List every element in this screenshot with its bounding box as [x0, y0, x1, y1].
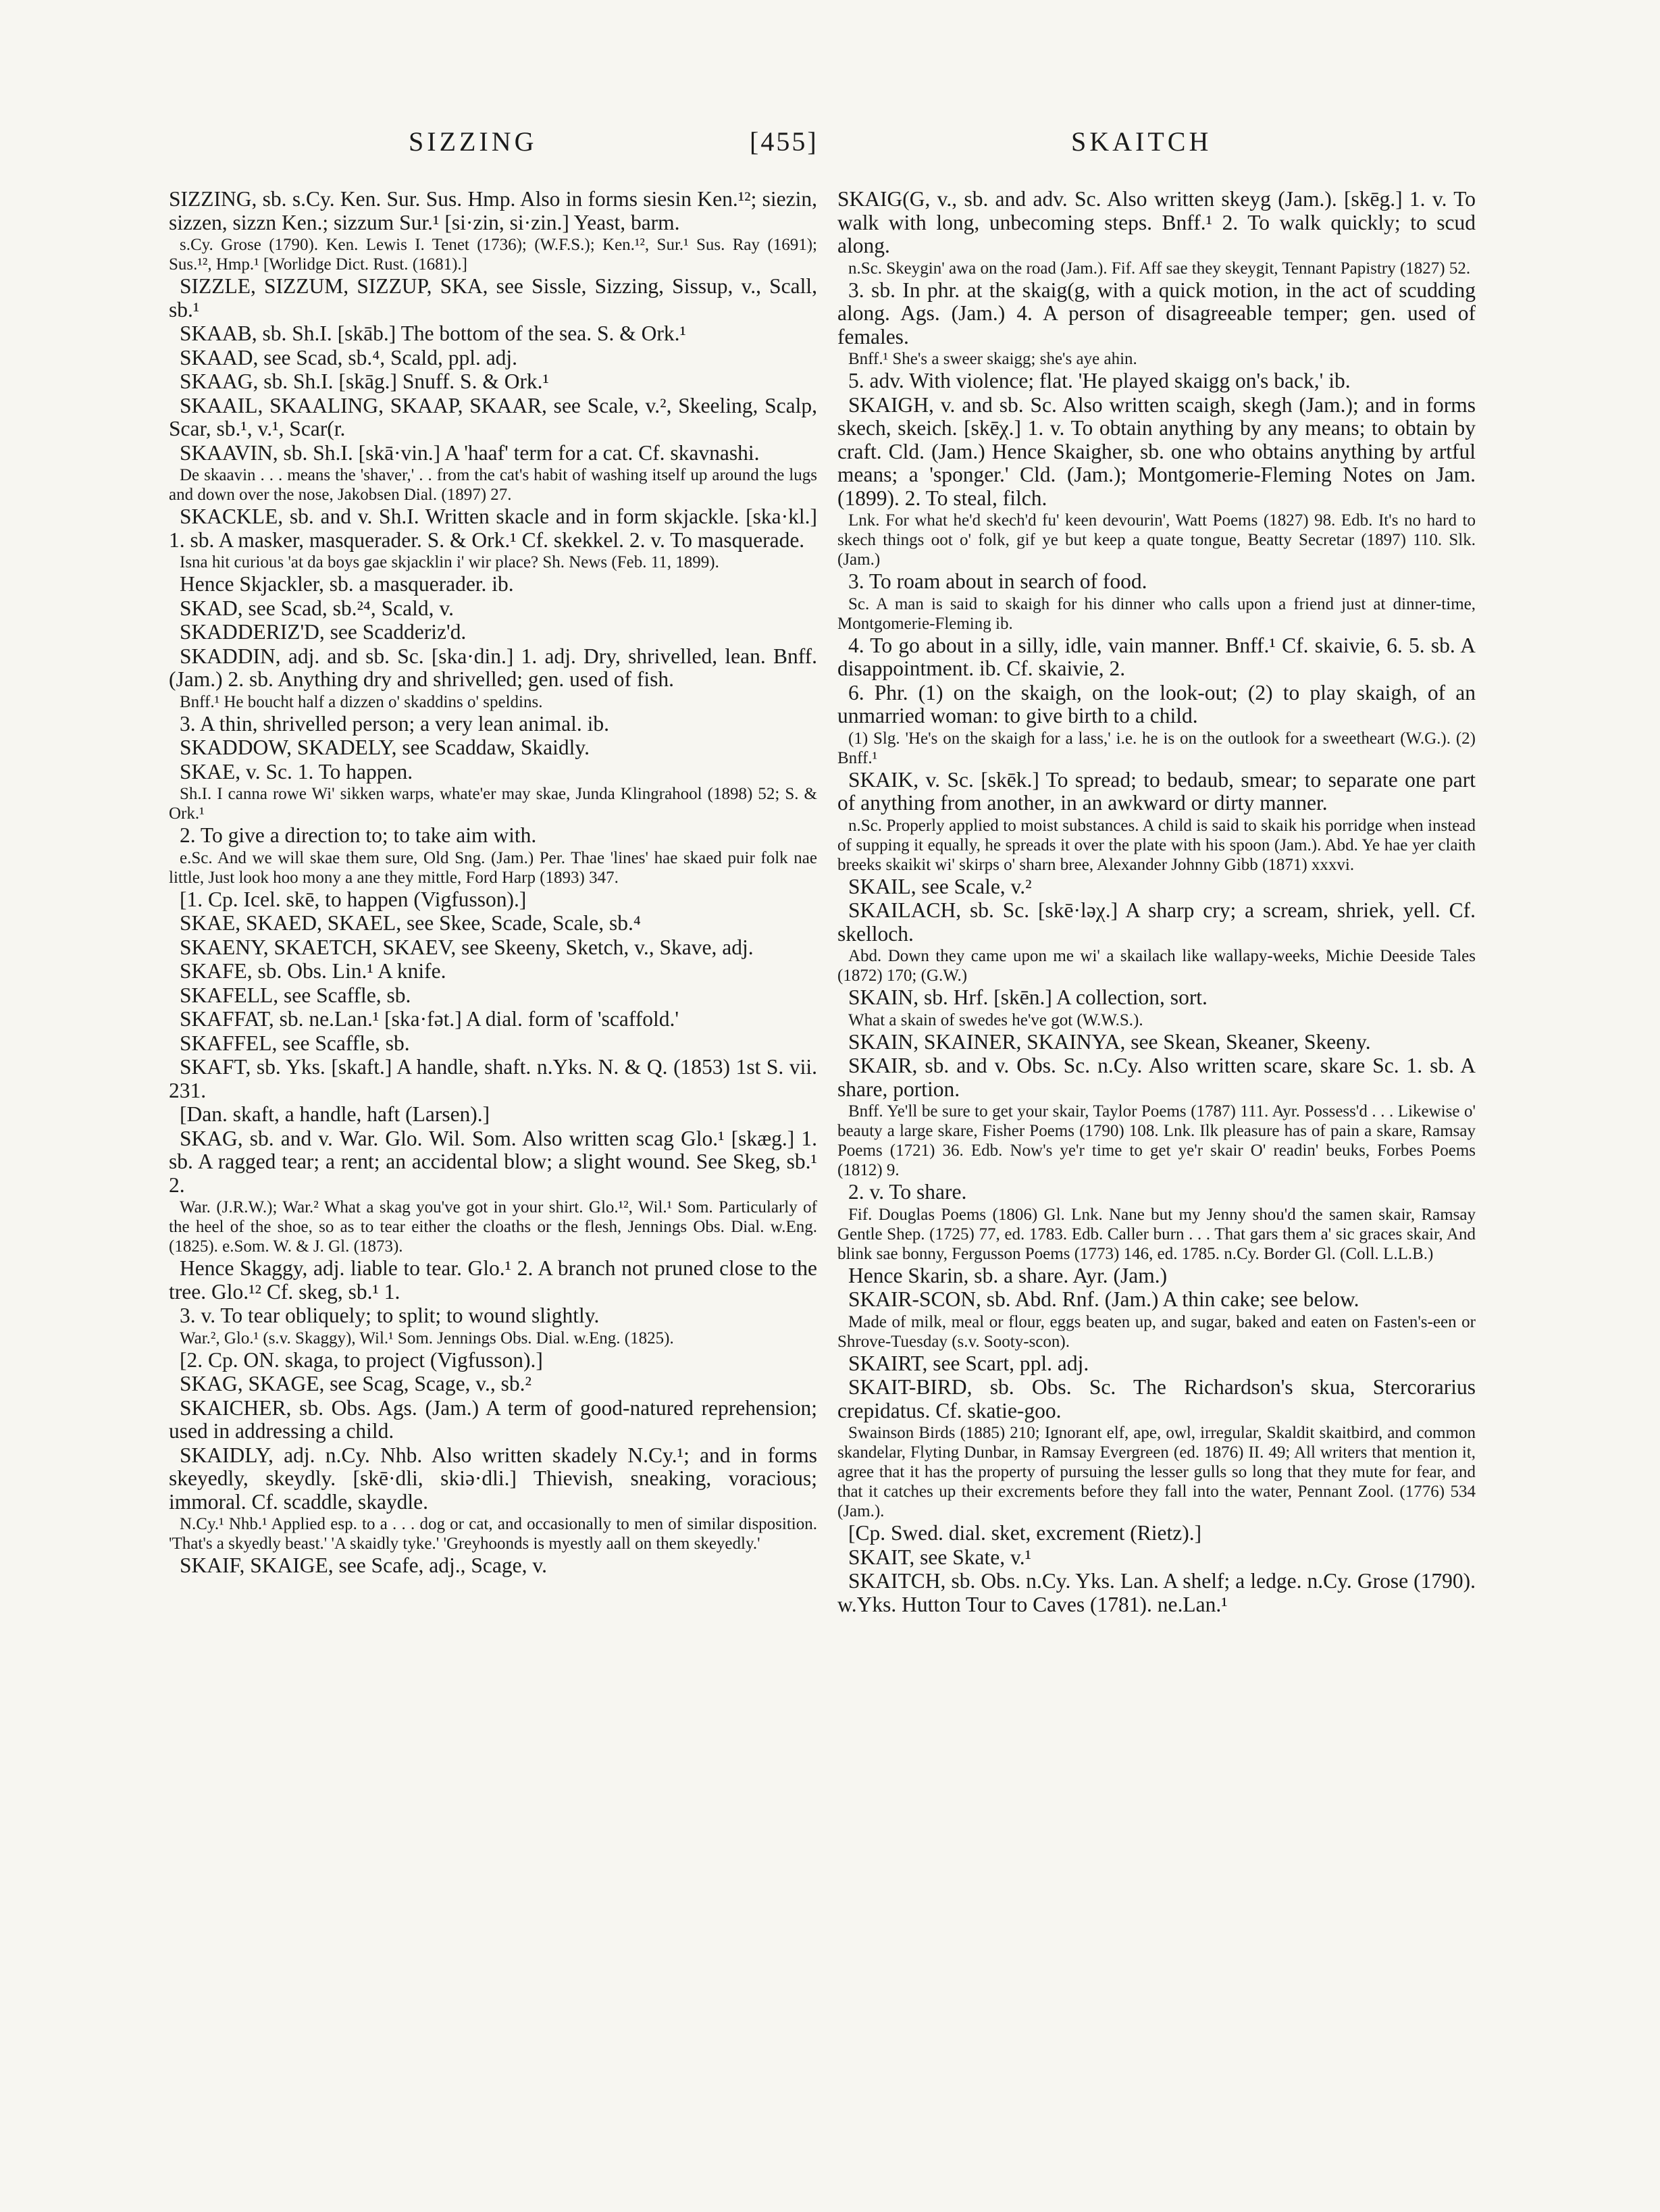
entry-paragraph: Hence Skjackler, sb. a masquerader. ib. — [180, 572, 514, 596]
entry-paragraph: SKAITCH, sb. Obs. n.Cy. Yks. Lan. A shelf; a ledge. n.Cy. Grose (1790). w.Yks. Hutton Tour to Caves (1781). ne.Lan.¹ — [837, 1569, 1476, 1616]
entry-paragraph: SKACKLE, sb. and v. Sh.I. Written skacle and in form skjackle. [ska·kl.] 1. sb. A masker, masquerader. S. & Ork.¹ Cf. skekkel. 2. v. To masquerade. — [169, 505, 817, 552]
citation-paragraph: De skaavin . . . means the 'shaver,' . . from the cat's habit of washing itself up around the lugs and down over the nose, Jakobsen Dial. (1897) 27. — [169, 466, 817, 504]
entry-paragraph: SKADDIN, adj. and sb. Sc. [ska·din.] 1. adj. Dry, shrivelled, lean. Bnff. (Jam.) 2. sb. Anything dry and shrivelled; gen. used of fish. — [169, 644, 817, 691]
entry-paragraph: SKAIL, see Scale, v.² — [848, 874, 1032, 898]
citation-paragraph: s.Cy. Grose (1790). Ken. Lewis I. Tenet (1736); (W.F.S.); Ken.¹², Sur.¹ Sus. Ray (1691); Sus.¹², Hmp.¹ [Worlidge Dict. Rust. (1681).] — [169, 236, 817, 274]
entry-paragraph: SKAAIL, SKAALING, SKAAP, SKAAR, see Scale, v.², Skeeling, Scalp, Scar, sb.¹, v.¹, Scar(r. — [169, 393, 817, 440]
entry-paragraph: 2. v. To share. — [848, 1180, 967, 1204]
citation-paragraph: Lnk. For what he'd skech'd fu' keen devourin', Watt Poems (1827) 98. Edb. It's no hard to skech things oot o' folk, gif ye but keep a quate tongue, Beatty Secretar (1897) 110. Slk. (Jam.) — [837, 511, 1476, 569]
entry-paragraph: Hence Skarin, sb. a share. Ayr. (Jam.) — [848, 1263, 1168, 1287]
entry-paragraph: SKAIT-BIRD, sb. Obs. Sc. The Richardson's skua, Stercorarius crepidatus. Cf. skatie-goo. — [837, 1375, 1476, 1422]
entry-paragraph: SKAAD, see Scad, sb.⁴, Scald, ppl. adj. — [180, 345, 518, 369]
citation-paragraph: Made of milk, meal or flour, eggs beaten up, and sugar, baked and eaten on Fasten's-een or Shrove-Tuesday (s.v. Sooty-scon). — [837, 1312, 1476, 1351]
entry-paragraph: 4. To go about in a silly, idle, vain manner. Bnff.¹ Cf. skaivie, 6. 5. sb. A disappointment. ib. Cf. skaivie, 2. — [837, 633, 1476, 680]
entry-paragraph: [1. Cp. Icel. skē, to happen (Vigfusson).] — [180, 887, 527, 911]
entry-paragraph: 2. To give a direction to; to take aim with. — [180, 823, 537, 847]
entry-paragraph: SKADDERIZ'D, see Scadderiz'd. — [180, 620, 467, 644]
entry-paragraph: SKAAB, sb. Sh.I. [skāb.] The bottom of the sea. S. & Ork.¹ — [180, 321, 686, 345]
citation-paragraph: (1) Slg. 'He's on the skaigh for a lass,' i.e. he is on the outlook for a sweetheart (W.G.). (2) Bnff.¹ — [837, 729, 1476, 767]
entry-paragraph: SKAIK, v. Sc. [skēk.] To spread; to bedaub, smear; to separate one part of anything from another, in an awkward or dirty manner. — [837, 767, 1476, 815]
entry-paragraph: SKAIT, see Skate, v.¹ — [848, 1545, 1032, 1569]
entry-paragraph: 3. sb. In phr. at the skaig(g, with a quick motion, in the act of scudding along. Ags. (Jam.) 4. A person of disagreeable temper; gen. used of females. — [837, 278, 1476, 349]
entry-paragraph: SKAFFAT, sb. ne.Lan.¹ [ska·fət.] A dial. form of 'scaffold.' — [180, 1007, 679, 1031]
entry-paragraph: SKAE, v. Sc. 1. To happen. — [180, 759, 413, 783]
entry-paragraph: SKAFELL, see Scaffle, sb. — [180, 983, 411, 1007]
entry-paragraph: [Dan. skaft, a handle, haft (Larsen).] — [180, 1102, 490, 1126]
entry-paragraph: 5. adv. With violence; flat. 'He played skaigg on's back,' ib. — [848, 369, 1351, 392]
citation-paragraph: Abd. Down they came upon me wi' a skailach like wallapy-weeks, Michie Deeside Tales (1872) 170; (G.W.) — [837, 947, 1476, 985]
page-number: [455] — [750, 126, 819, 157]
citation-paragraph: n.Sc. Properly applied to moist substances. A child is said to skaik his porridge when instead of supping it equally, he spreads it over the plate with his spoon (Jam.). Abd. Ye hae yer claith breeks skaikit wi' skirps o' sharn bree, Alexander Johnny Gibb (1871) xxxvi. — [837, 816, 1476, 874]
running-header — [0, 126, 1660, 173]
citation-paragraph: Bnff. Ye'll be sure to get your skair, Taylor Poems (1787) 111. Ayr. Possess'd . . . Likewise o' beauty a large skare, Fisher Poems (1790) 108. Lnk. Ilk pleasure has of pain a skare, Ramsay Poems (1721) 36. Edb. Now's ye'r time to get ye'r skair O' readin' beuks, Forbes Poems (1812) 9. — [837, 1102, 1476, 1179]
guide-word-right: SKAITCH — [1071, 126, 1212, 157]
entry-paragraph: SKAIR, sb. and v. Obs. Sc. n.Cy. Also written scare, skare Sc. 1. sb. A share, portion. — [837, 1054, 1476, 1101]
citation-paragraph: War.², Glo.¹ (s.v. Skaggy), Wil.¹ Som. Jennings Obs. Dial. w.Eng. (1825). — [180, 1329, 674, 1347]
citation-paragraph: N.Cy.¹ Nhb.¹ Applied esp. to a . . . dog or cat, and occasionally to men of similar disposition. 'That's a skyedly beast.' 'A skaidly tyke.' 'Greyhoonds is myestly aall on them skeyedly.' — [169, 1515, 817, 1553]
entry-paragraph: SIZZING, sb. s.Cy. Ken. Sur. Sus. Hmp. Also in forms siesin Ken.¹²; siezin, sizzen, sizzn Ken.; sizzum Sur.¹ [si·zin, si·zin.] Yeast, barm. — [169, 187, 817, 234]
entry-paragraph: SKAG, sb. and v. War. Glo. Wil. Som. Also written scag Glo.¹ [skæg.] 1. sb. A ragged tear; a rent; an accidental blow; a slight wound. See Skeg, sb.¹ 2. — [169, 1126, 817, 1197]
entry-paragraph: SKAIGH, v. and sb. Sc. Also written scaigh, skegh (Jam.); and in forms skech, skeich. [skēχ.] 1. v. To obtain anything by any means; to obtain by craft. Cld. (Jam.) Hence Skaigher, sb. one who obtains anything by artful means; a 'sponger.' Cld. (Jam.); Montgomerie-Fleming Notes on Jam. (1899). 2. To steal, filch. — [837, 392, 1476, 510]
entry-paragraph: SKAENY, SKAETCH, SKAEV, see Skeeny, Sketch, v., Skave, adj. — [180, 935, 754, 959]
entry-paragraph: 3. v. To tear obliquely; to split; to wound slightly. — [180, 1304, 600, 1327]
citation-paragraph: Bnff.¹ She's a sweer skaigg; she's aye ahin. — [848, 350, 1137, 368]
citation-paragraph: Sh.I. I canna rowe Wi' sikken warps, whate'er may skae, Junda Klingrahool (1898) 52; S. & Ork.¹ — [169, 785, 817, 823]
entry-paragraph: SKAICHER, sb. Obs. Ags. (Jam.) A term of good-natured reprehension; used in addressing a child. — [169, 1395, 817, 1443]
entry-paragraph: SKAAG, sb. Sh.I. [skāg.] Snuff. S. & Ork.¹ — [180, 369, 550, 393]
entry-paragraph: SKAFT, sb. Yks. [skaft.] A handle, shaft. n.Yks. N. & Q. (1853) 1st S. vii. 231. — [169, 1055, 817, 1102]
right-column — [837, 188, 1476, 1617]
citation-paragraph: e.Sc. And we will skae them sure, Old Sng. (Jam.) Per. Thae 'lines' hae skaed puir folk nae little, Just look hoo mony a ane they mittle, Ford Harp (1893) 347. — [169, 848, 817, 887]
entry-paragraph: SKAIG(G, v., sb. and adv. Sc. Also written skeyg (Jam.). [skēg.] 1. v. To walk with long, unbecoming steps. Bnff.¹ 2. To walk quickly; to scud along. — [837, 187, 1476, 257]
entry-paragraph: SKAD, see Scad, sb.²⁴, Scald, v. — [180, 596, 454, 620]
entry-paragraph: [2. Cp. ON. skaga, to project (Vigfusson).] — [180, 1347, 543, 1372]
entry-paragraph: SKAFFEL, see Scaffle, sb. — [180, 1031, 410, 1055]
left-column — [169, 188, 817, 1578]
entry-paragraph: SKAFE, sb. Obs. Lin.¹ A knife. — [180, 959, 446, 983]
citation-paragraph: War. (J.R.W.); War.² What a skag you've got in your shirt. Glo.¹², Wil.¹ Som. Particularly of the heel of the shoe, so as to tear either the cloaths or the flesh, Jennings Obs. Dial. w.Eng. (1825). e.Som. W. & J. Gl. (1873). — [169, 1198, 817, 1256]
guide-word-left: SIZZING — [409, 126, 538, 157]
entry-paragraph: SKAIDLY, adj. n.Cy. Nhb. Also written skadely N.Cy.¹; and in forms skeyedly, skeydly. [skē·dli, skiə·dli.] Thievish, sneaking, voracious; immoral. Cf. scaddle, skaydle. — [169, 1443, 817, 1514]
entry-paragraph: SKAAVIN, sb. Sh.I. [skā·vin.] A 'haaf' term for a cat. Cf. skavnashi. — [180, 440, 760, 465]
entry-paragraph: SIZZLE, SIZZUM, SIZZUP, SKA, see Sissle, Sizzing, Sissup, v., Scall, sb.¹ — [169, 274, 817, 321]
entry-paragraph: [Cp. Swed. dial. sket, excrement (Rietz).] — [848, 1521, 1202, 1545]
entry-paragraph: Hence Skaggy, adj. liable to tear. Glo.¹ 2. A branch not pruned close to the tree. Glo.¹² Cf. skeg, sb.¹ 1. — [169, 1256, 817, 1304]
citation-paragraph: Sc. A man is said to skaigh for his dinner who calls upon a friend just at dinner-time, Montgomerie-Fleming ib. — [837, 594, 1476, 633]
entry-paragraph: SKADDOW, SKADELY, see Scaddaw, Skaidly. — [180, 736, 590, 759]
citation-paragraph: Bnff.¹ He boucht half a dizzen o' skaddins o' speldins. — [180, 692, 543, 711]
entry-paragraph: SKAG, SKAGE, see Scag, Scage, v., sb.² — [180, 1372, 531, 1395]
entry-paragraph: SKAE, SKAED, SKAEL, see Skee, Scade, Scale, sb.⁴ — [180, 911, 641, 935]
entry-paragraph: SKAIN, sb. Hrf. [skēn.] A collection, sort. — [848, 985, 1208, 1009]
entry-paragraph: 3. A thin, shrivelled person; a very lean animal. ib. — [180, 711, 609, 736]
entry-paragraph: SKAIRT, see Scart, ppl. adj. — [848, 1351, 1089, 1375]
entry-paragraph: SKAIN, SKAINER, SKAINYA, see Skean, Skeaner, Skeeny. — [848, 1029, 1371, 1054]
citation-paragraph: Swainson Birds (1885) 210; Ignorant elf, ape, owl, irregular, Skaldit skaitbird, and common skandelar, Flyting Dunbar, in Ramsay Evergreen (ed. 1876) II. 49; All writers that mention it, agree that it has the property of pursuing the lesser gulls so long that they mute for fear, and that it catches up their excrements before they fall into the water, Pennant Zool. (1776) 534 (Jam.). — [837, 1424, 1476, 1520]
citation-paragraph: n.Sc. Skeygin' awa on the road (Jam.). Fif. Aff sae they skeygit, Tennant Papistry (1827) 52. — [848, 259, 1471, 278]
citation-paragraph: Fif. Douglas Poems (1806) Gl. Lnk. Nane but my Jenny shou'd the samen skair, Ramsay Gentle Shep. (1725) 77, ed. 1783. Edb. Caller burn . . . That gars them a' sic graces skair, And blink sae bonny, Fergusson Poems (1773) 146, ed. 1785. n.Cy. Border Gl. (Coll. L.L.B.) — [837, 1205, 1476, 1263]
entry-paragraph: 3. To roam about in search of food. — [848, 569, 1147, 593]
citation-paragraph: Isna hit curious 'at da boys gae skjacklin i' wir place? Sh. News (Feb. 11, 1899). — [180, 553, 719, 571]
citation-paragraph: What a skain of swedes he've got (W.W.S.). — [848, 1010, 1143, 1029]
entry-paragraph: SKAIF, SKAIGE, see Scafe, adj., Scage, v. — [180, 1553, 547, 1577]
entry-paragraph: SKAIR-SCON, sb. Abd. Rnf. (Jam.) A thin cake; see below. — [848, 1287, 1359, 1311]
entry-paragraph: SKAILACH, sb. Sc. [skē·ləχ.] A sharp cry; a scream, shriek, yell. Cf. skelloch. — [837, 898, 1476, 946]
entry-paragraph: 6. Phr. (1) on the skaigh, on the look-out; (2) to play skaigh, of an unmarried woman: to give birth to a child. — [837, 680, 1476, 727]
